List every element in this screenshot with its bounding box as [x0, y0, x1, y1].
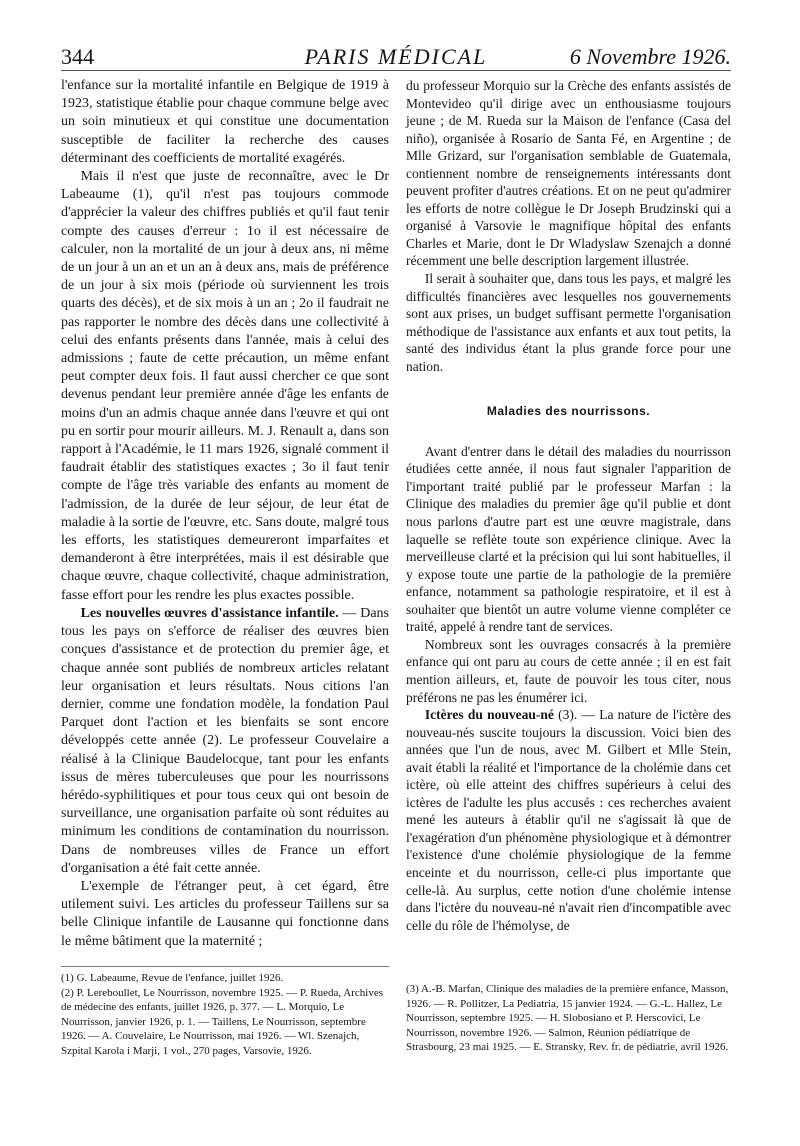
run-in-heading: Les nouvelles œuvres d'assistance infantile.	[80, 605, 339, 621]
section-heading: Maladies des nourrissons.	[486, 404, 651, 419]
footnote: (3) A.-B. Marfan, Clinique des maladies de la première enfance, Masson, 1926. — R. Pollitzer, La Pediatria, 15 janvier 1924. — G.-L. Hallez, Le Nourrisson, septembre 1925. — H. Slobosiano et P. Herscovici, Le Nourrisson, novembre 1926. — Salmon, Réunion pédiatrique de Strasbourg, 23 mai 1925. — E. Stransky, Rev. fr. de pédiatrie, avril 1926.	[406, 983, 729, 1054]
paragraph-text: — Dans tous les pays on s'efforce de réaliser des œuvres bien conçues d'assistance et de protection du premier âge, et chaque année sont publiés de nombreux articles relatant leur organisation et leurs résultats. Nous citions l'an dernier, comme une fondation modèle, la fondation Paul Parquet dont l'action et les bienfaits se sont encore développés cette année (2). Le professeur Couvelaire a réalisé à la Clinique Baudelocque, tant pour les enfants issus de mères tuberculeuses que pour les nourrissons hérédo-syphilitiques et pour tous ceux qui ont besoin de surveillance, une organisation parfaite où sont réduites au minimum les conditions de contamination du nourrisson. Dans de nombreuses villes de France un effort d'organisation a été fait cette année.	[61, 605, 390, 876]
paragraph: L'exemple de l'étranger peut, à cet égard, être utilement suivi. Les articles du professeur Taillens sur sa belle Clinique infantile de Lausanne qui fonctionne dans le même bâtiment que la maternité ;	[61, 878, 389, 949]
running-header	[61, 44, 731, 71]
footnotes-right	[406, 982, 731, 1055]
paragraph: du professeur Morquio sur la Crèche des enfants assistés de Montevideo qu'il dirige avec un enthousiasme toujours jeune ; de M. Rueda sur la Maison de l'enfance (Casa del niño), organisée à Rosario de Santa Fé, en Argentine ; de Mlle Grizard, sur l'organisation semblable de Guatemala, contiennent nombre de renseignements intéressants dont peuvent profiter d'autres créations. Et on ne peut qu'admirer les efforts de notre collègue le Dr Joseph Brudzinski qui a organisé à Varsovie le magnifique hôpital des enfants Charles et Marie, dont le Dr Wladyslaw Szenajch a donné récemment une belle description largement illustrée.	[406, 78, 731, 269]
footnote: (1) G. Labeaume, Revue de l'enfance, juillet 1926.	[61, 972, 284, 984]
footnote: (2) P. Lereboullet, Le Nourrisson, novembre 1925. — P. Rueda, Archives de médecine des enfants, juillet 1926, p. 377. — L. Morquio, Le Nourrisson, janvier 1926, p. 1. — Taillens, Le Nourrisson, septembre 1926. — A. Couvelaire, Le Nourrisson, mai 1926. — Wl. Szenajch, Szpital Karola i Marji, 1 vol., 270 pages, Varsovie, 1926.	[61, 986, 383, 1057]
footnotes-left	[61, 966, 389, 1059]
page-number: 344	[61, 44, 94, 69]
left-column	[61, 77, 389, 951]
paragraph	[61, 605, 389, 878]
paragraph: Il serait à souhaiter que, dans tous les pays, et malgré les difficultés financières avec lesquelles nos gouvernements sont aux prises, un budget suffisant permette l'organisation méthodique de l'assistance aux enfants et aux tout petits, la santé des individus étant la plus grande force pour une nation.	[406, 271, 731, 374]
paragraph	[406, 706, 731, 934]
right-column	[406, 77, 731, 934]
journal-title: PARIS MÉDICAL	[304, 44, 488, 69]
paragraph: Nombreux sont les ouvrages consacrés à la première enfance qui ont paru au cours de cette année ; il en est fait mention ailleurs, et, faute de pouvoir les tous citer, nous préférons ne pas les énumérer ici.	[406, 636, 731, 705]
paragraph: Mais il n'est que juste de reconnaître, avec le Dr Labeaume (1), qu'il n'est pas toujours commode d'apprécier la valeur des chiffres publiés et qu'il faut tenir compte des causes d'erreur : 1o il est nécessaire de calculer, non la mortalité de un jour à deux ans, ni même de un jour à un an et un an à deux ans, mais de préférence de un jour à six mois (période où surviennent les trois quarts des décès), et de six mois à un an ; 2o il faudrait ne pas rapporter le nombre des décès dans une collectivité à celui des enfants présents dans l'année, mais à celui des admissions ; faute de cette précaution, un même enfant peut compter deux fois. Il faut aussi chercher ce que sont devenus pendant leur première année d'âge les enfants de moins d'un an admis chaque année dans l'œuvre et qui ont pu en sortir pour mourir ailleurs. M. J. Renault a, dans son rapport à l'Académie, le 11 mars 1926, signalé comment il faudrait établir des statistiques exactes ; 3o il faut tenir compte de l'âge très variable des enfants au moment de l'admission, de la durée de leur séjour, de leur état de maladie à la sortie de l'œuvre, etc. Sans doute, malgré tous les efforts, les statistiques demeureront imparfaites et demanderont à être interprétées, mais il est désirable que chaque œuvre, chaque collectivité, chaque administration, fasse effort pour les rendre les plus exactes possible.	[61, 169, 389, 603]
run-in-heading: Ictères du nouveau-né	[424, 707, 554, 723]
paragraph: Avant d'entrer dans le détail des maladies du nourrisson étudiées cette année, il nous faut signaler l'apparition de l'important traité publié par le professeur Marfan : la Clinique des maladies du premier âge qu'il publie et dont nous parlons d'autre part est une œuvre magistrale, dans laquelle se reflète toute son expérience clinique. Avec la merveilleuse clarté et la précision qui lui sont habituelles, il y expose toute une partie de la pathologie de la première enfance, notamment sa pathologie respiratoire, et il est à souhaiter que bientôt un autre volume vienne compléter ce traité, appelé à rendre tant de services.	[406, 443, 731, 635]
issue-date: 6 Novembre 1926.	[569, 44, 731, 69]
paragraph: l'enfance sur la mortalité infantile en Belgique de 1919 à 1923, statistique établie pour chaque commune belge avec un soin minutieux et qui constitue une documentation susceptible de faciliter la recherche des causes déterminant des coefficients de mortalité exagérés.	[61, 78, 389, 166]
paragraph-text: (3). — La nature de l'ictère des nouveau-nés suscite toujours la discussion. Voici bien des années que l'un de nous, avec M. Gilbert et Mlle Stein, avait établi la réalité et l'importance de la cholémie dans cet ictère, où elle atteint des chiffres supérieurs à celui des ictères de l'adulte les plus accusés : ces recherches avaient mené les auteurs à établir qu'il ne s'agissait là que de l'exagération d'un phénomène physiologique et à démontrer l'existence d'une cholémie physiologique de la femme enceinte et du nourrisson, celle-ci plus importante que celle-là. Au surplus, cette notion d'une cholémie intense dans l'ictère du nouveau-né n'avait rien d'incompatible avec celle du rôle de l'hémolyse, de	[406, 707, 731, 933]
